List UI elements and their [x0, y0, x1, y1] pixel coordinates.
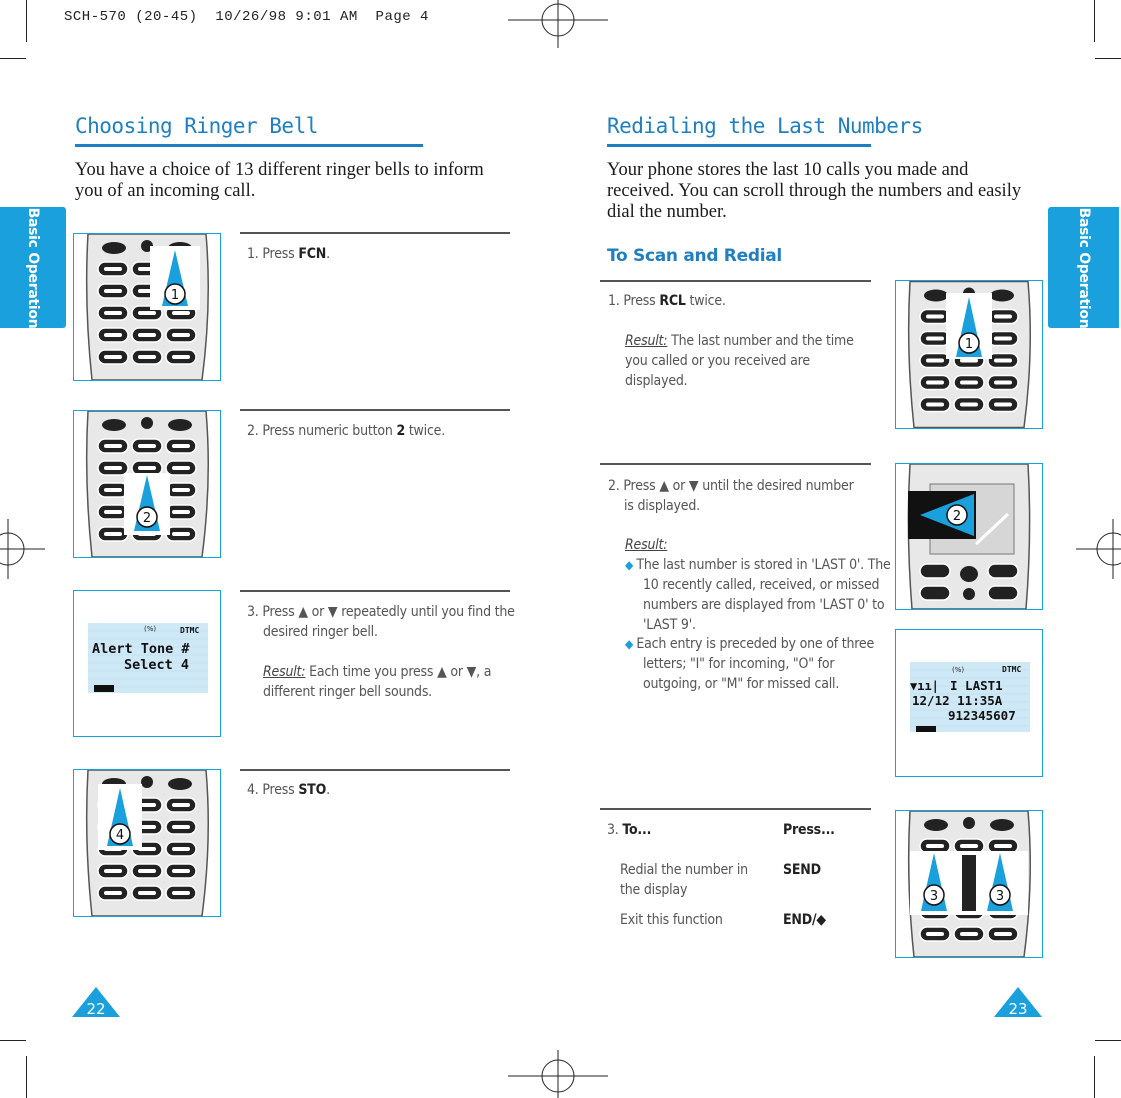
down-arrow-icon: ▼: [688, 478, 699, 494]
left-step-4: 4. Press STO.: [247, 782, 330, 798]
step-divider: [600, 808, 871, 810]
table-row-action: Redial the number in the display: [620, 862, 748, 898]
page-number-badge-left: [72, 987, 120, 1017]
step-divider: [240, 409, 510, 411]
svg-text:DTMC: DTMC: [1002, 665, 1022, 674]
page-number-badge-right: [994, 987, 1042, 1017]
svg-text:Alert Tone #: Alert Tone #: [92, 641, 190, 657]
registration-mark: [508, 0, 608, 50]
step-divider: [600, 280, 871, 282]
left-step-1: 1. Press FCN.: [247, 246, 330, 262]
svg-text:I LAST1: I LAST1: [950, 678, 1003, 693]
left-intro: You have a choice of 13 different ringer bells to inform you of an incoming call.: [75, 160, 484, 201]
up-arrow-icon: ▲: [437, 664, 447, 680]
side-tab-left: [0, 207, 66, 328]
right-intro: Your phone stores the last 10 calls you made and received. You can scroll through the numbers and easily dial the number.: [607, 160, 1022, 222]
bullet-item: ◆ The last number is stored in 'LAST 0'. The 10 recently called, received, or missed numbers are displayed from 'LAST 0' to 'LAST 9'.: [625, 557, 891, 633]
right-step-3-header: 3. To...: [607, 822, 652, 838]
table-row-action: Exit this function: [620, 912, 723, 928]
signal-icon: (%): [144, 625, 157, 633]
title-underline: [75, 144, 423, 147]
signal-strength-icon: ▼ıı|: [910, 679, 939, 693]
keypad-illustration-2: [73, 410, 221, 558]
phone-keypad-image: [896, 281, 1042, 428]
crop-mark: [1095, 58, 1121, 59]
callout-number: 3: [929, 889, 939, 904]
crop-mark: [1094, 0, 1095, 42]
title-underline: [607, 144, 871, 147]
registration-mark: [1076, 499, 1121, 599]
right-step-1: 1. Press RCL twice.: [608, 293, 726, 309]
step-divider: [240, 232, 510, 234]
side-tab-label: Basic Operation: [25, 207, 41, 328]
phone-lcd-display: [896, 630, 1042, 776]
right-step-2: 2. Press ▲ or ▼ until the desired number is displayed.: [608, 478, 854, 514]
keypad-illustration-rcl: [895, 280, 1043, 429]
left-step-2: 2. Press numeric button 2 twice.: [247, 423, 446, 439]
battery-icon: [94, 685, 114, 692]
table-row-key: SEND: [783, 862, 821, 878]
side-tab-label: Basic Operation: [1075, 207, 1092, 328]
left-step-3: 3. Press ▲ or ▼ repeatedly until you find the desired ringer bell.: [247, 604, 515, 640]
crop-mark: [26, 1056, 27, 1098]
phone-scroll-illustration: [895, 463, 1043, 610]
phone-keypad-image: [74, 234, 220, 380]
callout-number: 4: [115, 828, 125, 843]
right-page-title: Redialing the Last Numbers: [607, 114, 923, 138]
step-divider: [600, 463, 871, 465]
keypad-illustration-send-end: [895, 810, 1043, 958]
right-step-1-result: Result: The last number and the time you called or you received are displayed.: [625, 333, 854, 389]
step-divider: [240, 590, 510, 592]
keypad-illustration-1: [73, 233, 221, 381]
callout-number: 1: [170, 288, 180, 303]
up-arrow-icon: ▲: [659, 478, 669, 494]
crop-mark: [0, 1040, 26, 1041]
svg-text:912345607: 912345607: [948, 708, 1016, 723]
callout-number: 1: [964, 337, 974, 352]
subheading: To Scan and Redial: [607, 246, 782, 266]
diamond-bullet-icon: ◆: [625, 637, 637, 651]
phone-keypad-image: [74, 411, 220, 557]
end-key-icon: ◆: [816, 912, 826, 928]
crop-mark: [1094, 1056, 1095, 1098]
table-row-key: END/◆: [783, 912, 826, 928]
up-arrow-icon: ▲: [298, 604, 308, 620]
crop-mark: [26, 0, 27, 42]
crop-mark: [0, 58, 26, 59]
signal-icon: (%): [952, 666, 965, 674]
registration-mark: [508, 1048, 608, 1098]
phone-lcd-display: [74, 591, 220, 736]
side-tab-right: [1048, 207, 1119, 328]
phone-keypad-image: [896, 811, 1042, 957]
left-step-3-result: Result: Each time you press ▲ or ▼, a different ringer bell sounds.: [263, 664, 492, 700]
callout-number: 2: [142, 511, 152, 526]
lcd-illustration-last-number: [895, 629, 1043, 777]
print-slug: SCH-570 (20-45) 10/26/98 9:01 AM Page 4: [64, 9, 429, 25]
diamond-bullet-icon: ◆: [625, 558, 637, 572]
registration-mark: [0, 499, 45, 599]
svg-text:DTMC: DTMC: [180, 626, 200, 635]
callout-number: 3: [995, 889, 1005, 904]
bullet-item: ◆ Each entry is preceded by one of three letters; "I" for incoming, "O" for outgoing, or "M" for missed call.: [625, 636, 875, 692]
right-step-2-result: Result:: [625, 537, 668, 553]
keypad-illustration-4: [73, 769, 221, 917]
battery-icon: [916, 726, 936, 732]
down-arrow-icon: ▼: [466, 664, 477, 680]
down-arrow-icon: ▼: [327, 604, 338, 620]
phone-keypad-image: [74, 770, 220, 916]
left-page-title: Choosing Ringer Bell: [75, 114, 318, 138]
svg-text:Select 4: Select 4: [124, 657, 190, 673]
svg-text:23: 23: [1008, 1000, 1028, 1017]
lcd-illustration-alert-tone: [73, 590, 221, 737]
phone-top-image: [896, 464, 1042, 609]
step-divider: [240, 769, 510, 771]
svg-text:12/12 11:35A: 12/12 11:35A: [912, 693, 1003, 708]
callout-number: 2: [952, 509, 962, 524]
svg-text:22: 22: [86, 1000, 106, 1017]
press-column-header: Press...: [783, 822, 835, 838]
crop-mark: [1095, 1040, 1121, 1041]
